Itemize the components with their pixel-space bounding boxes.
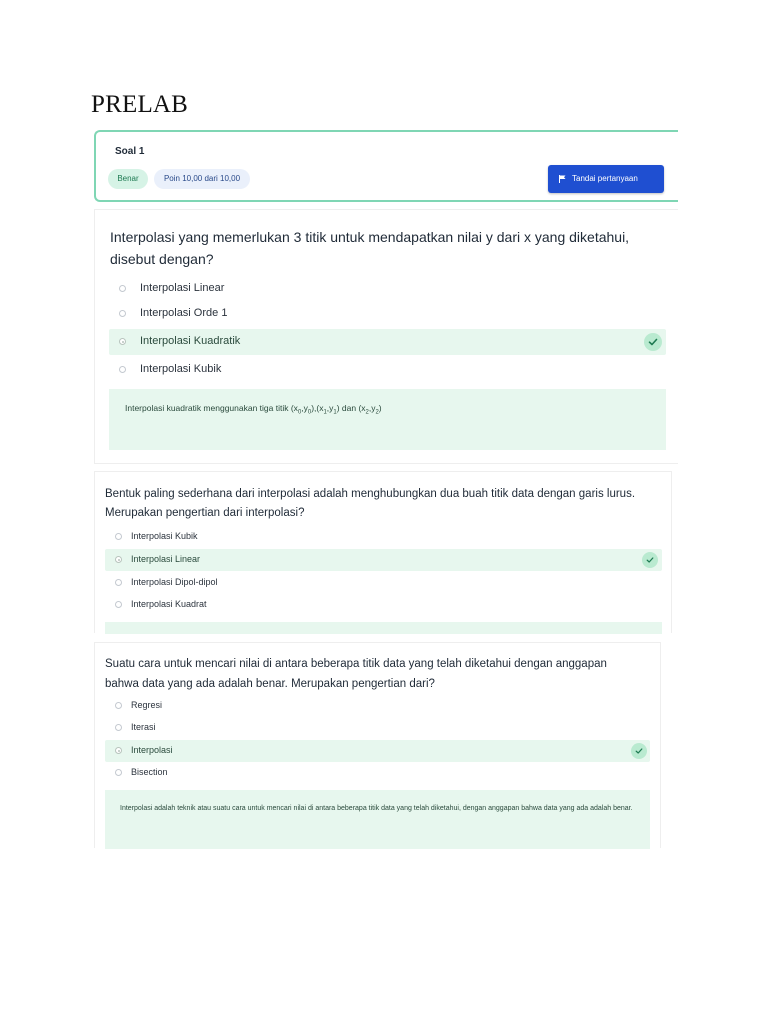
check-icon: [631, 743, 647, 759]
option-label: Interpolasi Kuadrat: [131, 599, 207, 609]
answer-option[interactable]: [109, 357, 666, 383]
status-badge: Benar: [108, 169, 148, 189]
radio-button[interactable]: [119, 366, 126, 373]
question-card-3: [94, 642, 661, 848]
option-label: Interpolasi Orde 1: [140, 307, 228, 319]
answer-option[interactable]: [105, 526, 662, 548]
option-label: Interpolasi Kuadratik: [140, 335, 241, 347]
option-label: Interpolasi Linear: [140, 282, 225, 294]
radio-button[interactable]: [115, 533, 122, 540]
flag-question-button[interactable]: [548, 165, 664, 193]
radio-button[interactable]: [119, 310, 126, 317]
answer-option-selected[interactable]: [105, 549, 662, 571]
check-icon: [642, 552, 658, 568]
question-text: Bentuk paling sederhana dari interpolasi adalah menghubungkan dua buah titik data dengan garis lurus. Merupakan pengertian dari interpolasi?: [105, 488, 636, 519]
answer-feedback: Interpolasi adalah teknik atau suatu cara untuk mencari nilai di antara beberapa titik data yang telah diketahui, dengan anggapan bahwa data yang ada adalah benar.: [105, 790, 650, 849]
flag-question-label: Tandai pertanyaan: [572, 174, 638, 183]
question-text: Interpolasi yang memerlukan 3 titik untuk mendapatkan nilai y dari x yang diketahui, disebut dengan?: [110, 229, 630, 267]
answer-option[interactable]: [105, 695, 650, 717]
radio-button[interactable]: [115, 702, 122, 709]
answer-option[interactable]: [105, 717, 650, 739]
document-title: PRELAB: [91, 91, 189, 118]
answer-option[interactable]: [105, 572, 662, 594]
option-label: Iterasi: [131, 722, 156, 732]
option-label: Interpolasi Kubik: [131, 531, 198, 541]
answer-option[interactable]: [109, 276, 666, 302]
radio-button[interactable]: [115, 769, 122, 776]
answer-option-selected[interactable]: [109, 329, 666, 355]
radio-button-selected[interactable]: [119, 338, 126, 345]
radio-button-selected[interactable]: [115, 747, 122, 754]
option-label: Interpolasi Linear: [131, 554, 201, 564]
check-icon: [644, 333, 662, 351]
option-label: Bisection: [131, 767, 168, 777]
radio-button[interactable]: [119, 285, 126, 292]
answer-feedback: [105, 622, 662, 634]
answer-option[interactable]: [105, 762, 650, 784]
option-label: Interpolasi: [131, 745, 173, 755]
question-card-1: [94, 209, 678, 464]
question-card-2: [94, 471, 672, 633]
answer-option[interactable]: [105, 594, 662, 616]
radio-button[interactable]: [115, 601, 122, 608]
question-number-label: Soal 1: [115, 146, 145, 157]
option-label: Regresi: [131, 700, 163, 710]
answer-feedback: Interpolasi kuadratik menggunakan tiga titik $(x_0,y_0),(x_1,y_1)$ dan $(x_2,y_2)$: [109, 389, 666, 450]
radio-button-selected[interactable]: [115, 556, 122, 563]
radio-button[interactable]: [115, 724, 122, 731]
score-badge: Poin 10,00 dari 10,00: [154, 169, 250, 189]
question-text: Suatu cara untuk mencari nilai di antara beberapa titik data yang telah diketahui dengan anggapan bahwa data yang ada adalah benar. Merupakan pengertian dari?: [105, 658, 607, 690]
answer-option-selected[interactable]: [105, 740, 650, 762]
flag-icon: [559, 175, 566, 183]
option-label: Interpolasi Dipol-dipol: [131, 577, 218, 587]
option-label: Interpolasi Kubik: [140, 363, 222, 375]
answer-option[interactable]: [109, 301, 666, 327]
radio-button[interactable]: [115, 579, 122, 586]
question-header-card: [94, 130, 678, 202]
